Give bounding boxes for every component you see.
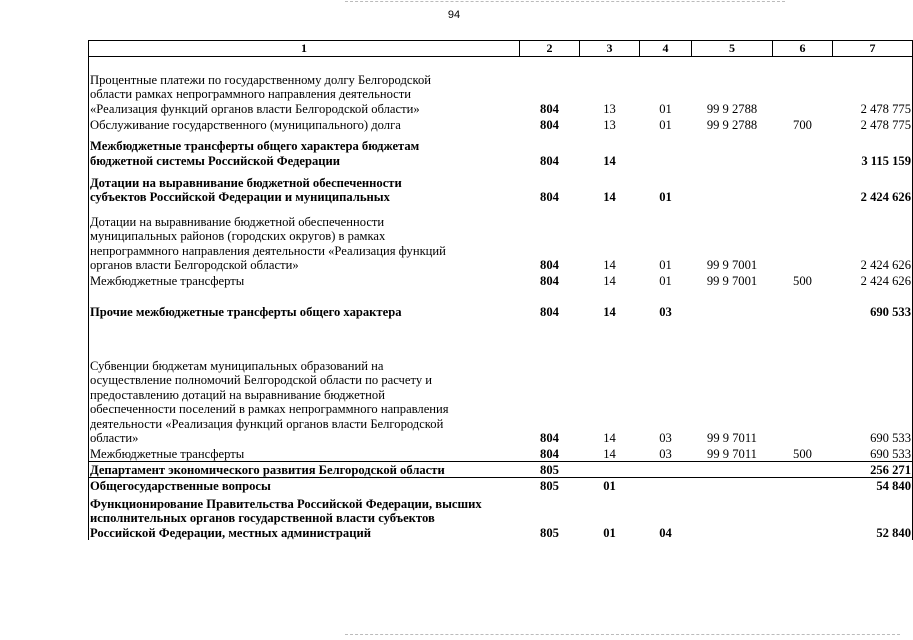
code-gr: 805 [540,525,559,540]
table-row [89,168,913,204]
description-line: осуществление полномочий Белгородской области по расчету и [90,373,432,388]
code-subsection: 03 [659,304,672,319]
description-line: предоставлению дотаций на выравнивание бюджетной [90,387,385,402]
amount: 3 115 159 [833,132,913,168]
description-line: Прочие межбюджетные трансферты общего характера [90,304,402,319]
description-line: Департамент экономического развития Белгородской области [90,462,445,477]
amount: 52 840 [833,494,913,540]
amount: 2 478 775 [833,116,913,132]
description-line: Межбюджетные трансферты общего характера бюджетам [90,139,420,154]
header-cell: 1 [89,41,520,57]
code-gr: 804 [520,446,580,462]
row-description [89,56,520,116]
page-number: 94 [447,9,461,21]
description-line: субъектов Российской Федерации и муниципальных [90,190,390,205]
budget-table [88,40,913,540]
code-gr: 804 [540,431,559,446]
description-line: непрограммного направления деятельности «Реализация функций [90,243,446,258]
row-description [89,462,520,478]
code-article [692,462,773,478]
code-subsection: 01 [659,117,672,132]
description-line: Функционирование Правительства Российской Федерации, высших [90,496,482,511]
code-section: 14 [603,431,616,446]
description-line: Обслуживание государственного (муниципального) долга [90,117,401,132]
description-line: Межбюджетные трансферты [90,274,245,289]
table-row [89,289,913,319]
amount: 690 533 [833,289,913,319]
code-expense-type [773,462,833,478]
amount: 2 478 775 [833,56,913,116]
description-line: муниципальных районов (городских округов) в рамках [90,229,386,244]
description-line: обеспеченности поселений в рамках непрограммного направления [90,402,449,417]
description-line: Общегосударственные вопросы [90,479,271,494]
amount: 54 840 [833,478,913,494]
code-subsection: 01 [659,274,672,289]
header-cell: 5 [692,41,773,57]
row-description [89,289,520,319]
table-row [89,132,913,168]
description-line: области» [90,431,139,446]
code-gr: 804 [540,274,559,289]
code-expense-type: 500 [773,446,833,462]
scan-artifact-bottom [345,634,900,635]
code-article: 99 9 7011 [692,446,773,462]
code-expense-type [773,205,833,273]
amount: 2 424 626 [833,205,913,273]
code-expense-type [773,289,833,319]
code-expense-type [773,132,833,168]
code-gr: 804 [540,258,559,273]
code-subsection: 03 [640,446,692,462]
code-article: 99 9 2788 [706,117,758,132]
header-cell: 7 [833,41,913,57]
description-line: области рамках непрограммного направления деятельности [90,87,412,102]
header-row [89,41,913,57]
table-row [89,205,913,273]
code-section: 14 [603,258,616,273]
header-cell: 6 [773,41,833,57]
table-row [89,56,913,116]
code-section: 14 [603,304,616,319]
row-description [89,205,520,273]
row-description [89,494,520,540]
code-article [692,132,773,168]
code-subsection: 04 [659,525,672,540]
description-line: органов власти Белгородской области» [90,258,299,273]
amount: 690 533 [833,446,913,462]
row-description [89,446,520,462]
code-section: 14 [603,274,616,289]
table-row [89,116,913,132]
code-expense-type [773,494,833,540]
amount: 256 271 [833,462,913,478]
amount: 690 533 [833,319,913,446]
code-article: 99 9 2788 [706,101,758,116]
description-line: Российской Федерации, местных администраций [90,525,371,540]
code-gr: 804 [540,101,559,116]
amount: 2 424 626 [833,273,913,289]
description-line: Процентные платежи по государственному долгу Белгородской [90,72,431,87]
code-section: 14 [603,190,616,205]
code-subsection: 01 [659,190,672,205]
code-expense-type [773,478,833,494]
description-line: Субвенции бюджетам муниципальных образований на [90,358,384,373]
description-line: Дотации на выравнивание бюджетной обеспеченности [90,214,385,229]
header-cell: 4 [640,41,692,57]
code-article [692,494,773,540]
row-description [89,116,520,132]
code-gr: 805 [540,479,559,494]
code-section: 01 [603,479,616,494]
description-line: Межбюджетные трансферты [90,446,245,461]
code-gr: 804 [540,117,559,132]
code-article [692,289,773,319]
row-description [89,132,520,168]
code-gr: 804 [540,153,559,168]
code-section: 13 [603,117,616,132]
code-subsection: 01 [659,101,672,116]
table-row [89,319,913,446]
code-subsection [640,132,692,168]
code-expense-type [773,168,833,204]
header-cell: 2 [520,41,580,57]
description-line: «Реализация функций органов власти Белгородской области» [90,101,420,116]
code-expense-type [773,319,833,446]
table-row [89,446,913,462]
code-section: 01 [603,525,616,540]
table-row [89,273,913,289]
description-line: Дотации на выравнивание бюджетной обеспеченности [90,175,402,190]
code-expense-type [773,56,833,116]
description-line: деятельности «Реализация функций органов власти Белгородской [90,416,444,431]
row-description [89,478,520,494]
table-row [89,462,913,478]
row-description [89,319,520,446]
code-subsection [640,478,692,494]
row-description [89,168,520,204]
code-subsection: 03 [659,431,672,446]
code-article: 99 9 7001 [706,274,758,289]
row-description [89,273,520,289]
code-section: 14 [603,153,616,168]
code-gr: 805 [520,462,580,478]
code-expense-type: 700 [793,117,812,132]
code-section: 13 [603,101,616,116]
code-gr: 804 [540,190,559,205]
code-subsection [640,462,692,478]
table-row [89,494,913,540]
amount: 2 424 626 [833,168,913,204]
code-article: 99 9 7001 [706,258,758,273]
code-gr: 804 [540,304,559,319]
table-row [89,478,913,494]
code-article [692,168,773,204]
code-article: 99 9 7011 [707,431,757,446]
scan-artifact-top [345,1,785,2]
code-section [580,462,640,478]
description-line: исполнительных органов государственной власти субъектов [90,511,435,525]
header-cell: 3 [580,41,640,57]
description-line: бюджетной системы Российской Федерации [90,153,341,168]
code-section: 14 [580,446,640,462]
code-subsection: 01 [659,258,672,273]
code-article [692,478,773,494]
code-expense-type: 500 [793,274,812,289]
